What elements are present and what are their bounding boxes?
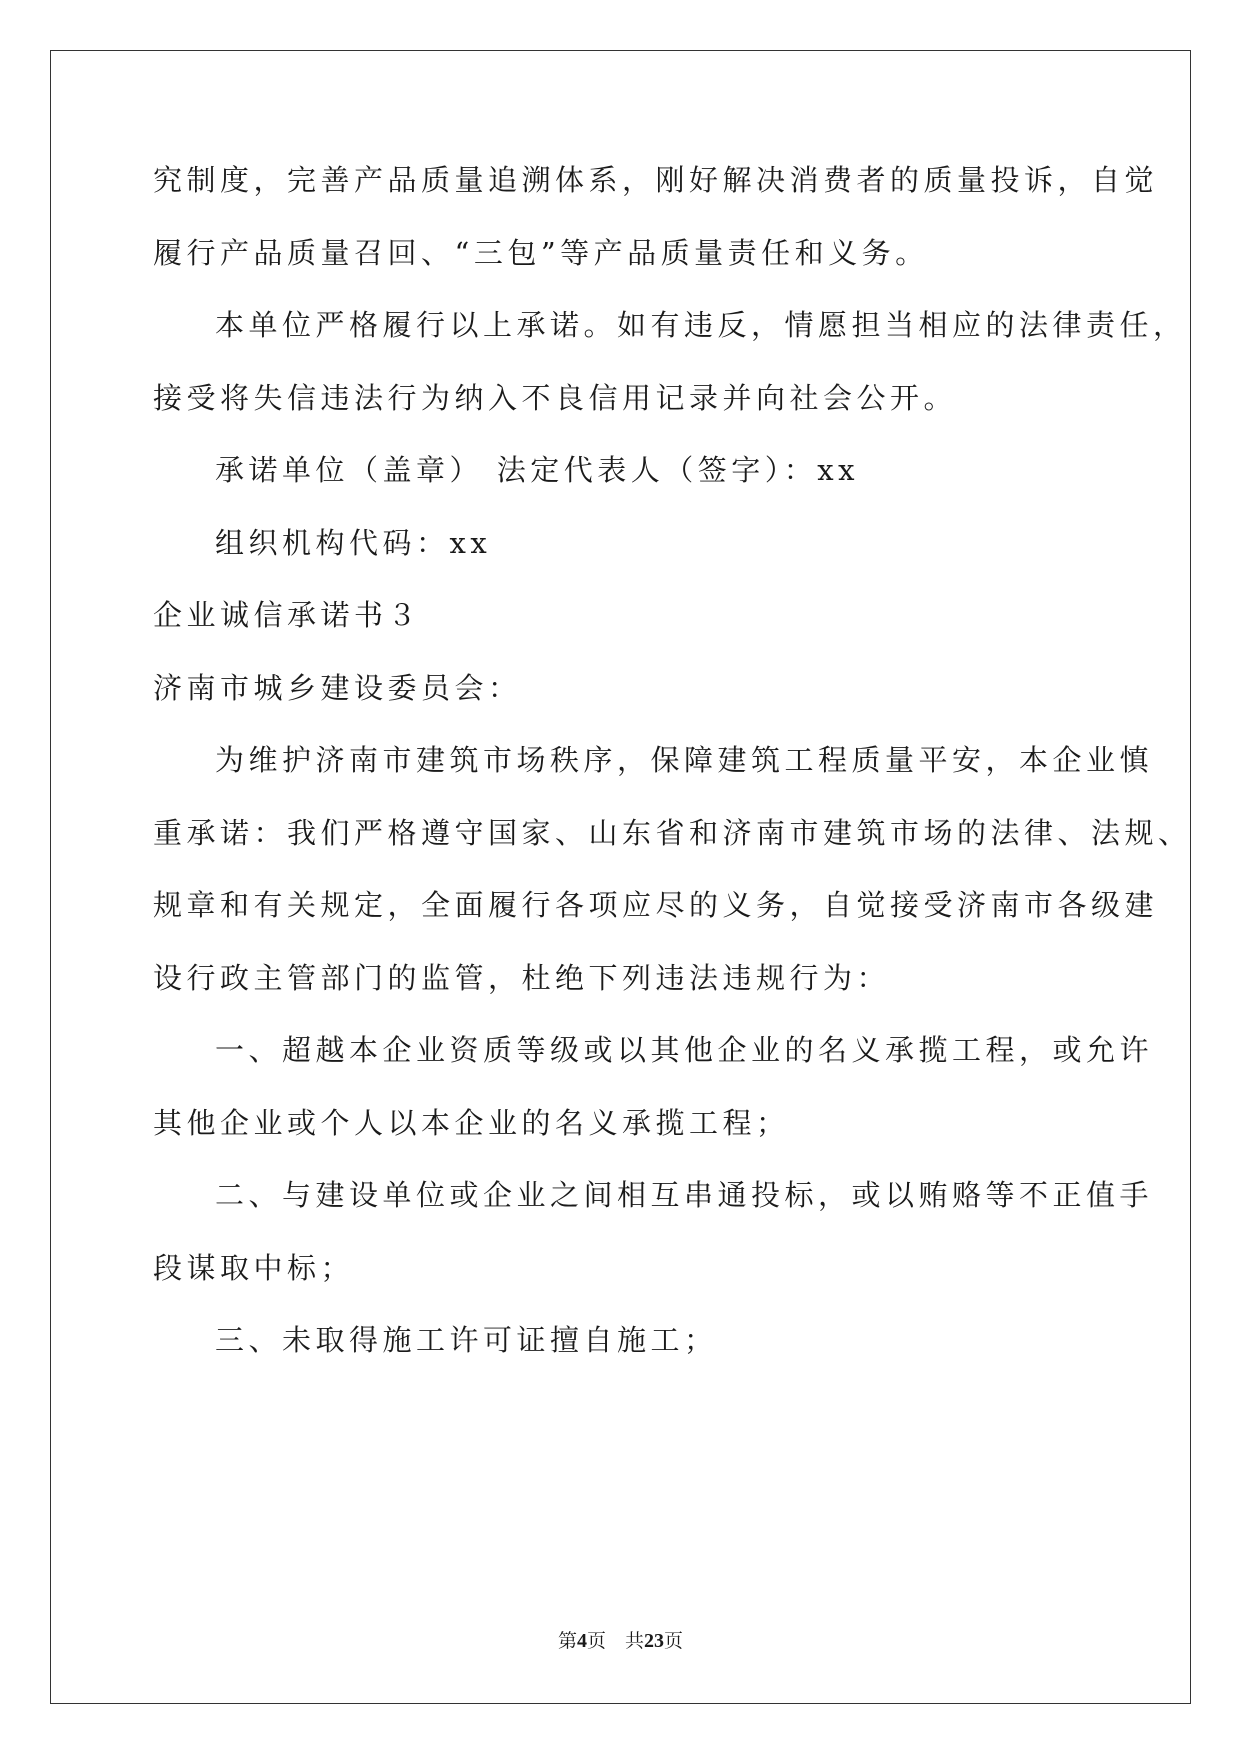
paragraph-start: 为维护济南市建筑市场秩序，保障建筑工程质量平安，本企业慎 [215, 743, 1154, 777]
text-line: 规章和有关规定，全面履行各项应尽的义务，自觉接受济南市各级建 [153, 888, 1159, 922]
text-line: 其他企业或个人以本企业的名义承揽工程； [153, 1106, 790, 1140]
footer-middle: 页 共 [586, 1630, 644, 1652]
page-border [50, 50, 1191, 1704]
organization-code-line: 组织机构代码：xx [215, 526, 492, 560]
footer-suffix: 页 [664, 1630, 684, 1652]
list-item-start: 三、未取得施工许可证擅自施工； [215, 1323, 718, 1357]
text-line: 设行政主管部门的监管，杜绝下列违法违规行为： [153, 961, 891, 995]
text-line: 究制度，完善产品质量追溯体系，刚好解决消费者的质量投诉，自觉 [153, 163, 1159, 197]
text-line: 段谋取中标； [153, 1251, 355, 1285]
section-title: 企业诚信承诺书３ [153, 598, 422, 632]
paragraph-start: 本单位严格履行以上承诺。如有违反，情愿担当相应的法律责任， [215, 308, 1187, 342]
addressee: 济南市城乡建设委员会： [153, 671, 522, 705]
page-footer [0, 1628, 1241, 1654]
signature-line: 承诺单位（盖章） 法定代表人（签字）：xx [215, 453, 859, 487]
text-line: 接受将失信违法行为纳入不良信用记录并向社会公开。 [153, 381, 958, 415]
text-line: 重承诺：我们严格遵守国家、山东省和济南市建筑市场的法律、法规、 [153, 816, 1192, 850]
total-page-number: 23 [644, 1630, 664, 1652]
current-page-number: 4 [576, 1630, 587, 1652]
list-item-start: 一、超越本企业资质等级或以其他企业的名义承揽工程，或允许 [215, 1033, 1154, 1067]
text-line: 履行产品质量召回、“三包”等产品质量责任和义务。 [153, 236, 929, 270]
footer-prefix: 第 [557, 1630, 577, 1652]
list-item-start: 二、与建设单位或企业之间相互串通投标，或以贿赂等不正值手 [215, 1178, 1154, 1212]
